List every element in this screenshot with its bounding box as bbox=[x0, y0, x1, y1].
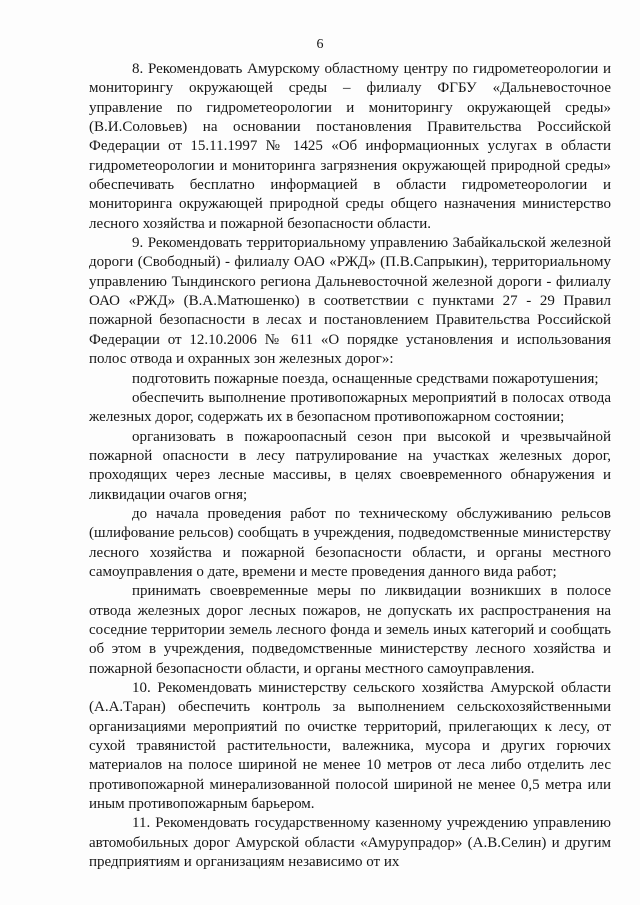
page-number: 6 bbox=[316, 37, 324, 52]
document-body bbox=[89, 60, 611, 872]
paragraph-11-roads: 11. Рекомендовать государственному казенному учреждению управлению автомобильных дорог Амурской области «Амурупрадор» (А.В.Селин) и другим предприятиям и организациям независимо от их bbox=[89, 815, 611, 871]
item-fire-liquidation: принимать своевременные меры по ликвидации возникших в полосе отвода железных дорог лесных пожаров, не допускать их распространения на соседние территории земель лесного фонда и земель иных категорий и сообщать об этом в учреждения, подведомственные министерству лесного хозяйства и пожарной безопасности области, и органы местного самоуправления. bbox=[89, 583, 611, 677]
item-patrolling: организовать в пожароопасный сезон при высокой и чрезвычайной пожарной опасности в лесу патрулирование на участках железных дорог, проходящих через лесные массивы, в целях своевременного обнаружения и ликвидации очагов огня; bbox=[89, 428, 611, 503]
paragraph-10-agriculture: 10. Рекомендовать министерству сельского хозяйства Амурской области (А.А.Таран) обеспечить контроль за выполнением сельскохозяйственными организациями мероприятий по очистке территорий, прилегающих к лесу, от сухой травянистой растительности, валежника, мусора и других горючих материалов на полосе шириной не менее 10 метров от леса либо отделить лес противопожарной минерализованной полосой шириной не менее 0,5 метра или иным противопожарным барьером. bbox=[89, 680, 611, 813]
paragraph-8-hydromet: 8. Рекомендовать Амурскому областному центру по гидрометеорологии и мониторингу окружающей среды – филиалу ФГБУ «Дальневосточное управление по гидрометеорологии и мониторингу окружающей среды» (В.И.Соловьев) на основании постановления Правительства Российской Федерации от 15.11.1997 № 1425 «Об информационных услугах в области гидрометеорологии и мониторинга загрязнения окружающей природной среды» обеспечивать бесплатно информацией в области гидрометеорологии и мониторинга окружающей природной среды общего назначения министерство лесного хозяйства и пожарной безопасности области. bbox=[89, 61, 611, 232]
item-right-of-way-measures: обеспечить выполнение противопожарных мероприятий в полосах отвода железных дорог, содержать их в безопасном противопожарном состоянии; bbox=[89, 389, 611, 426]
paragraph-9-railways: 9. Рекомендовать территориальному управлению Забайкальской железной дороги (Свободный) - филиалу ОАО «РЖД» (П.В.Сапрыкин), территориальному управлению Тындинского региона Дальневосточной железной дороги - филиалу ОАО «РЖД» (В.А.Матюшенко) в соответствии с пунктами 27 - 29 Правил пожарной безопасности в лесах и постановлением Правительства Российской Федерации от 12.10.2006 № 611 «О порядке установления и использования полос отвода и охранных зон железных дорог»: bbox=[89, 235, 611, 368]
item-rail-maintenance-notice: до начала проведения работ по техническому обслуживанию рельсов (шлифование рельсов) сообщать в учреждения, подведомственные министерству лесного хозяйства и пожарной безопасности области, и органы местного самоуправления о дате, времени и месте проведения данного вида работ; bbox=[89, 505, 611, 580]
item-fire-trains: подготовить пожарные поезда, оснащенные средствами пожаротушения; bbox=[132, 370, 599, 387]
